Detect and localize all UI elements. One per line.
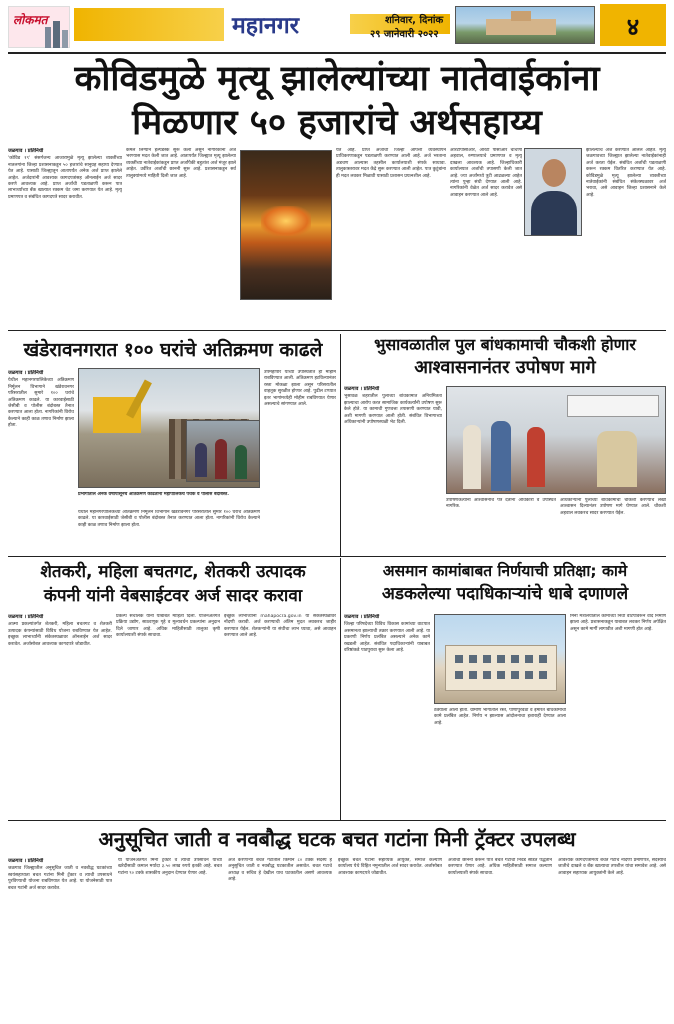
scheduled-col-1 <box>8 858 112 1020</box>
bhusawal-caption: उपोषणकर्त्यांना आश्वासनाचे पत्र देताना अधिकारी व उपस्थित नागरिक. <box>446 498 556 509</box>
masthead-band <box>74 8 224 41</box>
farmers-headline-line2: कंपनी यांनी वेबसाईटवर अर्ज सादर करावा <box>43 586 303 606</box>
asman-col-3 <box>434 708 566 814</box>
masthead-logo-block <box>8 6 70 48</box>
lead-text-2: कमल लिंग्याने हेल्पडेस्क सुरू केला असून नागरिकांना अर्ज भरण्यास मदत केली जात आहे. आतापर्यंत जिल्ह्यात मृत्यू झालेल्या व्यक्तींच्या नातेवाईकांकडून प्राप्त अर्जांपैकी बहुतांश अर्ज मंजूर झाले आहेत. उर्वरित अर्जांची छाननी सुरू आहे. प्रशासनाकडून सर्व तालुक्यांमध्ये माहिती दिली जात आहे. <box>126 148 236 179</box>
lead-text-4: आरटीपीसीआर, आरटी पीसीआर चाचणी अहवाल, रुग्णालयाचे प्रमाणपत्र व मृत्यू दाखला आवश्यक आहे. जिल्हाधिकारी कार्यालयात अर्जांची तपासणी केली जात आहे. ज्या अर्जांमध्ये त्रुटी आढळल्या आहेत त्यांना पुन्हा संधी देण्यात आली आहे. नागरिकांनी वेळेत अर्ज सादर करावेत असे आवाहन करण्यात आले आहे. <box>450 148 522 198</box>
asman-text-3: ठेक्याला आला होता. ग्रामीण भागातील रस्ते, पाणीपुरवठा व इमारत बांधकामाची कामे प्रलंबित आहेत. निर्णय न झाल्यास आंदोलनाचा इशाराही देण्यात आला आहे. <box>434 708 566 726</box>
khandera-text-2: उपमहापौर यांच्या उपस्थितीत ही मोहीम राबविण्यात आली. अतिक्रमण हटविल्यानंतर रस्ता मोकळा झाला असून परिसरातील वाहतूक सुरळीत होणार आहे. पुढील टप्प्यात इतर भागांमध्येही मोहीम राबविण्यात येणार असल्याचे सांगण्यात आले. <box>264 370 336 408</box>
bhusawal-col-2 <box>560 498 666 552</box>
mid-vertical-rule <box>340 334 341 556</box>
scheduled-col-2 <box>118 858 222 1020</box>
scheduled-col-4 <box>338 858 442 1020</box>
bhusawal-text-2: अधिकाऱ्यांनी पुलाच्या बांधकामाची चौकशी करण्याचे लेखी आश्वासन दिल्यानंतर उपोषण मागे घेण्यात आले. चौकशी अहवाल लवकरच सादर करण्यात येईल. <box>560 498 666 516</box>
date-line-2: २९ जानेवारी २०२२ <box>370 29 439 40</box>
lower-rule <box>8 820 666 821</box>
bhusawal-byline: जळगाव । प्रतिनिधी <box>344 386 380 392</box>
asman-headline-line1: असमान कामांबाबत निर्णयाची प्रतिक्षा; कामे <box>382 562 628 580</box>
khandera-caption: प्रभागातील अनेक वर्षांपासूनचे अतिक्रमण काढताना महापालिकेचे पथक व पोलीस बंदोबस्त. <box>78 492 230 497</box>
farmers-text-2: प्रकल्प संचालक यांनी याबाबत माहिती दिली. योजनेअंतर्गत प्रक्रिया उद्योग, साठवणूक गृहे व मूल्यवर्धन प्रकल्पांना अनुदान दिले जाणार आहे. अधिक माहितीसाठी तालुका कृषी कार्यालयाशी संपर्क साधावा. <box>116 614 220 639</box>
asman-headline-line2: अडकलेल्या पदाधिकाऱ्यांचे धाबे दणाणले <box>381 584 629 604</box>
asman-col-1 <box>344 614 430 814</box>
scheduled-text-1: जळगाव जिल्ह्यातील अनुसूचित जाती व नवबौद्ध घटकांच्या स्वयंसहाय्यता बचत गटांना मिनी ट्रॅक्टर व त्याची उपसाधने पुरविण्याची योजना राबविण्यात येत आहे. या योजनेसाठी पात्र बचत गटांनी अर्ज सादर करावेत. <box>8 866 112 891</box>
scheduled-col-3 <box>228 858 332 1020</box>
farmers-col-3 <box>224 614 336 814</box>
scheduled-text-6: आवश्यक कागदपत्रांमध्ये बचत गटाचे नोंदणी प्रमाणपत्र, सदस्यांचे जातीचे दाखले व बँक खात्याचा तपशील यांचा समावेश आहे. असे आवाहन सहाय्यक आयुक्तांनी केले आहे. <box>558 858 666 876</box>
scheduled-col-5 <box>448 858 552 1020</box>
lead-headline-line1: कोविडमुळे मृत्यू झालेल्यांच्या नातेवाईकांना <box>74 59 600 99</box>
scheduled-text-3: अर्ज करणाऱ्या बचत गटातील किमान ८० टक्के सदस्य हे अनुसूचित जाती व नवबौद्ध घटकातील असावेत. बचत गटाचे अध्यक्ष व सचिव हे देखील याच घटकातील असणे आवश्यक आहे. <box>228 858 332 883</box>
lead-text-1: 'कोविड १९' संसर्गजन्य आजारामुळे मृत्यू झालेल्या व्यक्तींच्या नातलगांना जिल्हा प्रशासनाकडून ५० हजारांचे सानुग्रह सहाय्य देण्यात येत आहे. यासाठी जिल्ह्यातून आतापर्यंत अनेक अर्ज प्राप्त झालेले आहेत. अर्जदारांनी आवश्यक कागदपत्रांसह ऑनलाईन अर्ज सादर करणे आवश्यक आहे. प्राप्त अर्जांची पडताळणी करून पात्र लाभार्थ्यांच्या बँक खात्यात रक्कम थेट जमा करण्यात येत आहे. मृत्यू प्रमाणपत्र व संबंधित कागदपत्रे सादर करावीत. <box>8 156 122 200</box>
bhusawal-subhead: आश्वासनानंतर उपोषण मागे <box>414 357 596 378</box>
bhusawal-col-1 <box>344 386 442 552</box>
masthead-rule <box>8 52 666 54</box>
lead-text-5: झालेल्यांचे अर्ज करण्यात आलेले आहेत. मृत्यू जळगावच्या जिल्ह्यात झालेल्या नातेवाईकांनाही अर्ज करता येईल. संबंधित अर्जांची पडताळणी करून रक्कम वितरित करण्यात येत आहे. कोविडमुळे मृत्यू झालेल्या व्यक्तीच्या नातेवाईकांनी संबंधित संकेतस्थळावर अर्ज भरावा, असे आवाहन जिल्हा प्रशासनाने केले आहे. <box>586 148 666 198</box>
khandera-text-1: येथील महानगरपालिकेच्या अतिक्रमण निर्मूलन विभागाने खंडेरावनगर परिसरातील सुमारे १०० घरांचे अतिक्रमण काढले. या कारवाईसाठी जेसीबी व पोलीस बंदोबस्त तैनात करण्यात आला होता. नागरिकांनी विरोध केल्याने काही काळ तणाव निर्माण झाला होता. <box>8 378 74 429</box>
scheduled-text-2: या योजनेअंतर्गत मिनी ट्रॅक्टर व त्याची उपसाधने यांच्या खरेदीसाठी कमाल मर्यादा ३.५० लाख रुपये इतकी आहे. बचत गटांना ९० टक्के शासकीय अनुदान देण्यात येणार आहे. <box>118 858 222 876</box>
asman-col-2 <box>570 614 666 814</box>
farmers-byline: जळगाव । प्रतिनिधी <box>8 614 44 620</box>
scheduled-col-6 <box>558 858 666 1020</box>
lead-text-3: येते आहे. प्राप्त अर्जांची जिल्हा आपत्ती व्यवस्थापन प्राधिकरणाकडून पडताळणी करण्यात आली आहे. अर्ज भरताना अडचण आल्यास तहसील कार्यालयाशी संपर्क साधावा. तालुकास्तरावर मदत केंद्रे सुरू करण्यात आली आहेत. पात्र कुटुंबांना ही मदत लवकर मिळावी यासाठी प्रशासन प्रयत्नशील आहे. <box>336 148 446 179</box>
lead-col-2 <box>126 148 236 308</box>
logo: लोकमत <box>13 13 48 27</box>
scheduled-text-4: इच्छुक बचत गटांनी सहाय्यक आयुक्त, समाज कल्याण कार्यालय येथे विहित नमुन्यातील अर्ज सादर करावेत. अर्जासोबत आवश्यक कागदपत्रे जोडावीत. <box>338 858 442 876</box>
farmers-headline-line1: शेतकरी, महिला बचतगट, शेतकरी उत्पादक <box>40 562 306 582</box>
page-number-badge <box>600 4 666 46</box>
lead-col-3 <box>336 148 446 316</box>
masthead <box>0 0 674 50</box>
mid-rule <box>8 556 666 557</box>
section-title: महानगर <box>232 13 300 39</box>
khandera-col-1 <box>8 370 74 548</box>
farmers-text-3: इच्छुक लाभार्थ्यांनी mahapocra.gov.in या संकेतस्थळावर नोंदणी करावी. अर्ज करण्याची अंतिम मुदत लवकरच जाहीर करण्यात येईल. शेतकऱ्यांनी या संधीचा लाभ घ्यावा, असे आवाहन करण्यात आले आहे. <box>224 614 336 639</box>
bhusawal-text-1: भुसावळ शहरातील पुलाच्या बांधकामात अनियमितता झाल्याचा आरोप करत सामाजिक कार्यकर्त्यांनी उपोषण सुरू केले होते. या कामाची गुणवत्ता तपासणी करण्यात यावी, अशी मागणी करण्यात आली होती. संबंधित विभागाच्या अधिकाऱ्यांनी उपोषणस्थळी भेट दिली. <box>344 394 442 426</box>
khandera-col-2 <box>264 370 336 548</box>
khandera-headline: खंडेरावनगरात १०० घरांचे अतिक्रमण काढले <box>23 339 323 361</box>
lead-col-1 <box>8 148 122 316</box>
crowd-photo <box>186 420 260 482</box>
lower-vertical-rule <box>340 558 341 820</box>
lead-rule <box>8 330 666 331</box>
masthead-photo <box>455 6 595 44</box>
lead-byline: जळगाव । प्रतिनिधी <box>8 148 44 154</box>
scheduled-byline: जळगाव । प्रतिनिधी <box>8 858 44 864</box>
lead-headline-line2: मिळणार ५० हजारांचे अर्थसहाय्य <box>132 103 542 143</box>
asman-text-1: जिल्हा परिषदेच्या विविध विकास कामांच्या वाटपात असमानता झाल्याची तक्रार करण्यात आली आहे. या प्रकरणी निर्णय प्रलंबित असल्याने अनेक कामे रखडली आहेत. संबंधित पदाधिकाऱ्यांनी याबाबत वरिष्ठांकडे पाठपुरावा सुरू केला आहे. <box>344 622 430 654</box>
asman-text-2: मिनी मंत्रालयातील कामांच्या निधी वाटपावरून वाद निर्माण झाला आहे. प्रशासनाकडून याबाबत लवकर निर्णय अपेक्षित असून कामे मार्गी लागावीत अशी मागणी होत आहे. <box>570 614 666 632</box>
farmers-col-1 <box>8 614 112 814</box>
scheduled-text-5: अर्जांची छाननी करून पात्र बचत गटांची निवड सोडत पद्धतीने करण्यात येणार आहे. अधिक माहितीसाठी समाज कल्याण कार्यालयाशी संपर्क साधावा. <box>448 858 552 876</box>
page-number: ४ <box>626 13 640 41</box>
zp-building-photo <box>434 614 566 704</box>
date-line-1: शनिवार, दिनांक <box>385 15 444 26</box>
asman-byline: जळगाव । प्रतिनिधी <box>344 614 380 620</box>
scheduled-headline: अनुसूचित जाती व नवबौद्ध घटक बचत गटांना मिनी ट्रॅक्टर उपलब्ध <box>98 827 576 851</box>
lead-col-5 <box>586 148 666 316</box>
farmers-text-1: आत्मा प्रकल्पांतर्गत शेतकरी, महिला बचतगट व शेतकरी उत्पादक कंपन्यांसाठी विविध योजना राबविण्यात येत आहेत. इच्छुक लाभार्थ्यांनी संकेतस्थळावर ऑनलाईन अर्ज सादर करावेत. अर्जासोबत आवश्यक कागदपत्रे जोडावीत. <box>8 622 112 647</box>
cremation-photo <box>240 150 332 300</box>
bhusawal-headline: भुसावळातील पुल बांधकामाची चौकशी होणार <box>374 335 636 354</box>
farmers-col-2 <box>116 614 220 814</box>
lead-col-4 <box>450 148 522 316</box>
khandera-text-3: येथील महानगरपालिकेच्या अतिक्रमण निर्मूलन विभागाने खंडेरावनगर परिसरातील सुमारे १०० घरांचे अतिक्रमण काढले. या कारवाईसाठी जेसीबी व पोलीस बंदोबस्त तैनात करण्यात आला होता. नागरिकांनी विरोध केल्याने काही काळ तणाव निर्माण झाला होता. <box>78 510 260 528</box>
khandera-col-3 <box>78 510 260 550</box>
official-portrait <box>524 148 582 236</box>
city-skyline-icon <box>43 21 69 48</box>
khandera-byline: जळगाव । प्रतिनिधी <box>8 370 44 376</box>
protest-photo <box>446 386 666 494</box>
